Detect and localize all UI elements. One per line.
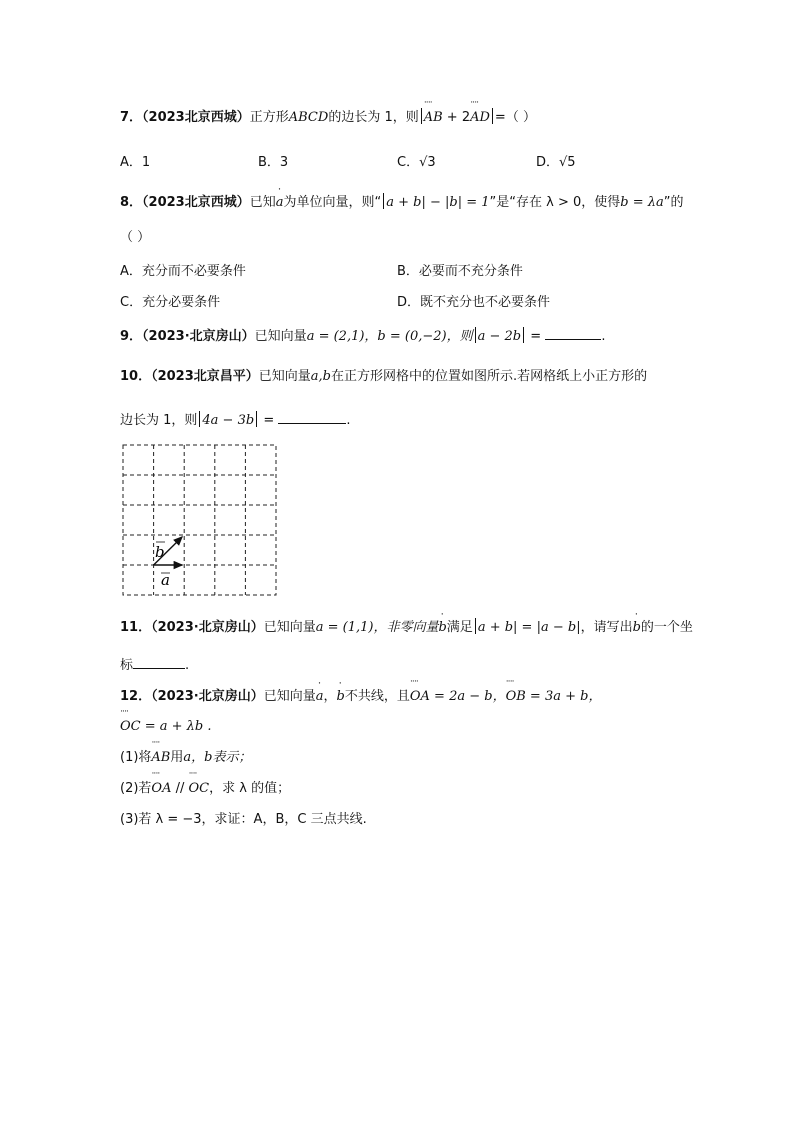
q11-line2-text: 标 (120, 658, 134, 673)
q11-line2 (120, 655, 189, 675)
q11-t1: 已知向量 (263, 620, 316, 635)
q10-source: （2023北京昌平） (151, 369, 259, 384)
grid-lines (123, 445, 276, 595)
q12-vector-b: ˙ b (337, 688, 345, 706)
q10-eq: = (259, 413, 279, 428)
q12-oc-eq: = a + λb . (140, 719, 212, 734)
q11-answer-blank[interactable] (133, 655, 185, 669)
q12-t1: 已知向量 (263, 689, 316, 704)
q10-line2 (120, 410, 351, 430)
q8-t1: 已知 (249, 195, 276, 210)
q11-line1 (120, 618, 693, 637)
q10-bar-left (199, 411, 200, 427)
q12-vector-a: ˙ a (316, 688, 324, 706)
q12-number: 12． (120, 689, 152, 704)
q8-option-d: D．既不充分也不必要条件 (397, 295, 551, 310)
q8-paren: （ ） (120, 230, 151, 245)
q12-sub2-vector-oc: ¨¨ OC (189, 780, 210, 798)
q12-vector-ob: ¨¨ OB (506, 688, 526, 706)
q11-vector-b2: ˙ b (633, 619, 641, 637)
q12-sub1-vector-ab: ¨¨ AB (151, 749, 170, 767)
q7-option-b: B．3 (258, 155, 289, 170)
q11-t3: ，请写出 (580, 620, 633, 635)
q10-bar-right (256, 411, 257, 427)
q10-expr: 4a − 3b (202, 413, 255, 428)
q7-number: 7． (120, 110, 143, 125)
q9-line (120, 326, 605, 346)
q11-t4: 的一个坐 (640, 620, 693, 635)
q8-equation: b = λa (620, 195, 664, 210)
q9-answer-blank[interactable] (545, 326, 601, 340)
q8-option-a: A．充分而不必要条件 (120, 264, 246, 279)
q7-line (120, 108, 536, 127)
q9-b-eq: b = (0,−2)，则 (377, 329, 473, 344)
q11-end: . (185, 658, 190, 673)
q7-option-a: A．1 (120, 155, 151, 170)
q12-sub2 (120, 780, 290, 798)
q8-t4: ”的 (663, 195, 684, 210)
q8-source: （2023北京西城） (142, 195, 250, 210)
q9-bar-left (475, 327, 476, 343)
q12-sub2-parallel: // (171, 781, 189, 796)
q7-abs-bar-right (492, 108, 493, 124)
q10-end: . (346, 413, 351, 428)
q12-sub1 (120, 749, 251, 767)
q12-oa-eq: = 2a − b， (429, 689, 506, 704)
q7-source: （2023北京西城） (142, 110, 250, 125)
q12-t2: 不共线，且 (344, 689, 410, 704)
q7-square-name: ABCD (288, 110, 329, 125)
q8-t3: ”是“存在 λ > 0，使得 (489, 195, 621, 210)
q12-sub2-tail: ，求 λ 的值； (209, 781, 291, 796)
q7-option-d: D．√5 (536, 155, 576, 170)
q7-vector-ab: ¨¨ AB (424, 109, 443, 127)
q10-answer-blank[interactable] (278, 410, 346, 424)
q12-sub1-lead: (1)将 (120, 750, 152, 765)
q10-line2-text: 边长为 1，则 (120, 413, 198, 428)
q9-t2: = (526, 329, 546, 344)
q9-end: . (601, 329, 606, 344)
q11-number: 11． (120, 620, 152, 635)
q10-t2: 在正方形网格中的位置如图所示.若网格纸上小正方形的 (331, 369, 648, 384)
q12-sub1-tail: a，b表示； (183, 750, 252, 765)
q8-option-c: C．充分必要条件 (120, 295, 221, 310)
q7-tail: =（ ） (494, 110, 536, 125)
q7-expr-mid: + 2 (442, 110, 471, 125)
q10-t1: 已知向量 (258, 369, 311, 384)
q7-option-c: C．√3 (397, 155, 436, 170)
q12-sub2-lead: (2)若 (120, 781, 152, 796)
q8-vector-a: ˙ a (276, 194, 284, 212)
q9-expr: a − 2b (477, 329, 522, 344)
vector-grid-figure (120, 442, 280, 598)
q12-vector-oc: ¨¨ OC (120, 718, 141, 736)
q12-sub3: (3)若 λ = −3，求证：A，B，C 三点共线. (120, 812, 367, 827)
q8-condition: a + b| − |b| = 1 (386, 195, 490, 210)
q8-t2: 为单位向量，则“ (283, 195, 382, 210)
q8-number: 8． (120, 195, 143, 210)
q7-vector-ad: ¨¨ AD (470, 109, 490, 127)
q8-option-b: B．必要而不充分条件 (397, 264, 523, 279)
q10-vectors: a,b (310, 369, 332, 384)
q7-abs-bar-left (421, 108, 422, 124)
q12-comma: ， (323, 689, 337, 704)
q10-number: 10． (120, 369, 152, 384)
q9-a-eq: a = (2,1)， (306, 329, 378, 344)
q10-line1 (120, 368, 647, 386)
vector-a-label: a (161, 571, 170, 589)
q9-source: （2023·北京房山） (142, 329, 255, 344)
q9-bar-right (523, 327, 524, 343)
q12-line1 (120, 688, 601, 706)
q11-a-eq: a = (1,1)，非零向量 (315, 620, 439, 635)
q8-bar (383, 193, 384, 209)
q11-t2: 满足 (446, 620, 473, 635)
q11-vector-b: ˙ b (438, 619, 446, 637)
q11-condition: a + b| = |a − b| (477, 620, 581, 635)
q12-line2 (120, 718, 212, 736)
q12-source: （2023·北京房山） (151, 689, 264, 704)
vector-b-label: b (155, 543, 165, 561)
q12-sub2-vector-oa: ¨¨ OA (151, 780, 171, 798)
q11-bar (475, 618, 476, 634)
q12-vector-oa: ¨¨ OA (410, 688, 430, 706)
q12-ob-eq: = 3a + b， (525, 689, 602, 704)
q8-line (120, 193, 684, 212)
q7-text: 正方形 (249, 110, 289, 125)
q11-source: （2023·北京房山） (151, 620, 264, 635)
q9-number: 9． (120, 329, 143, 344)
q7-text2: 的边长为 1，则 (328, 110, 419, 125)
q9-t1: 已知向量 (254, 329, 307, 344)
q12-sub1-use: 用 (170, 750, 184, 765)
